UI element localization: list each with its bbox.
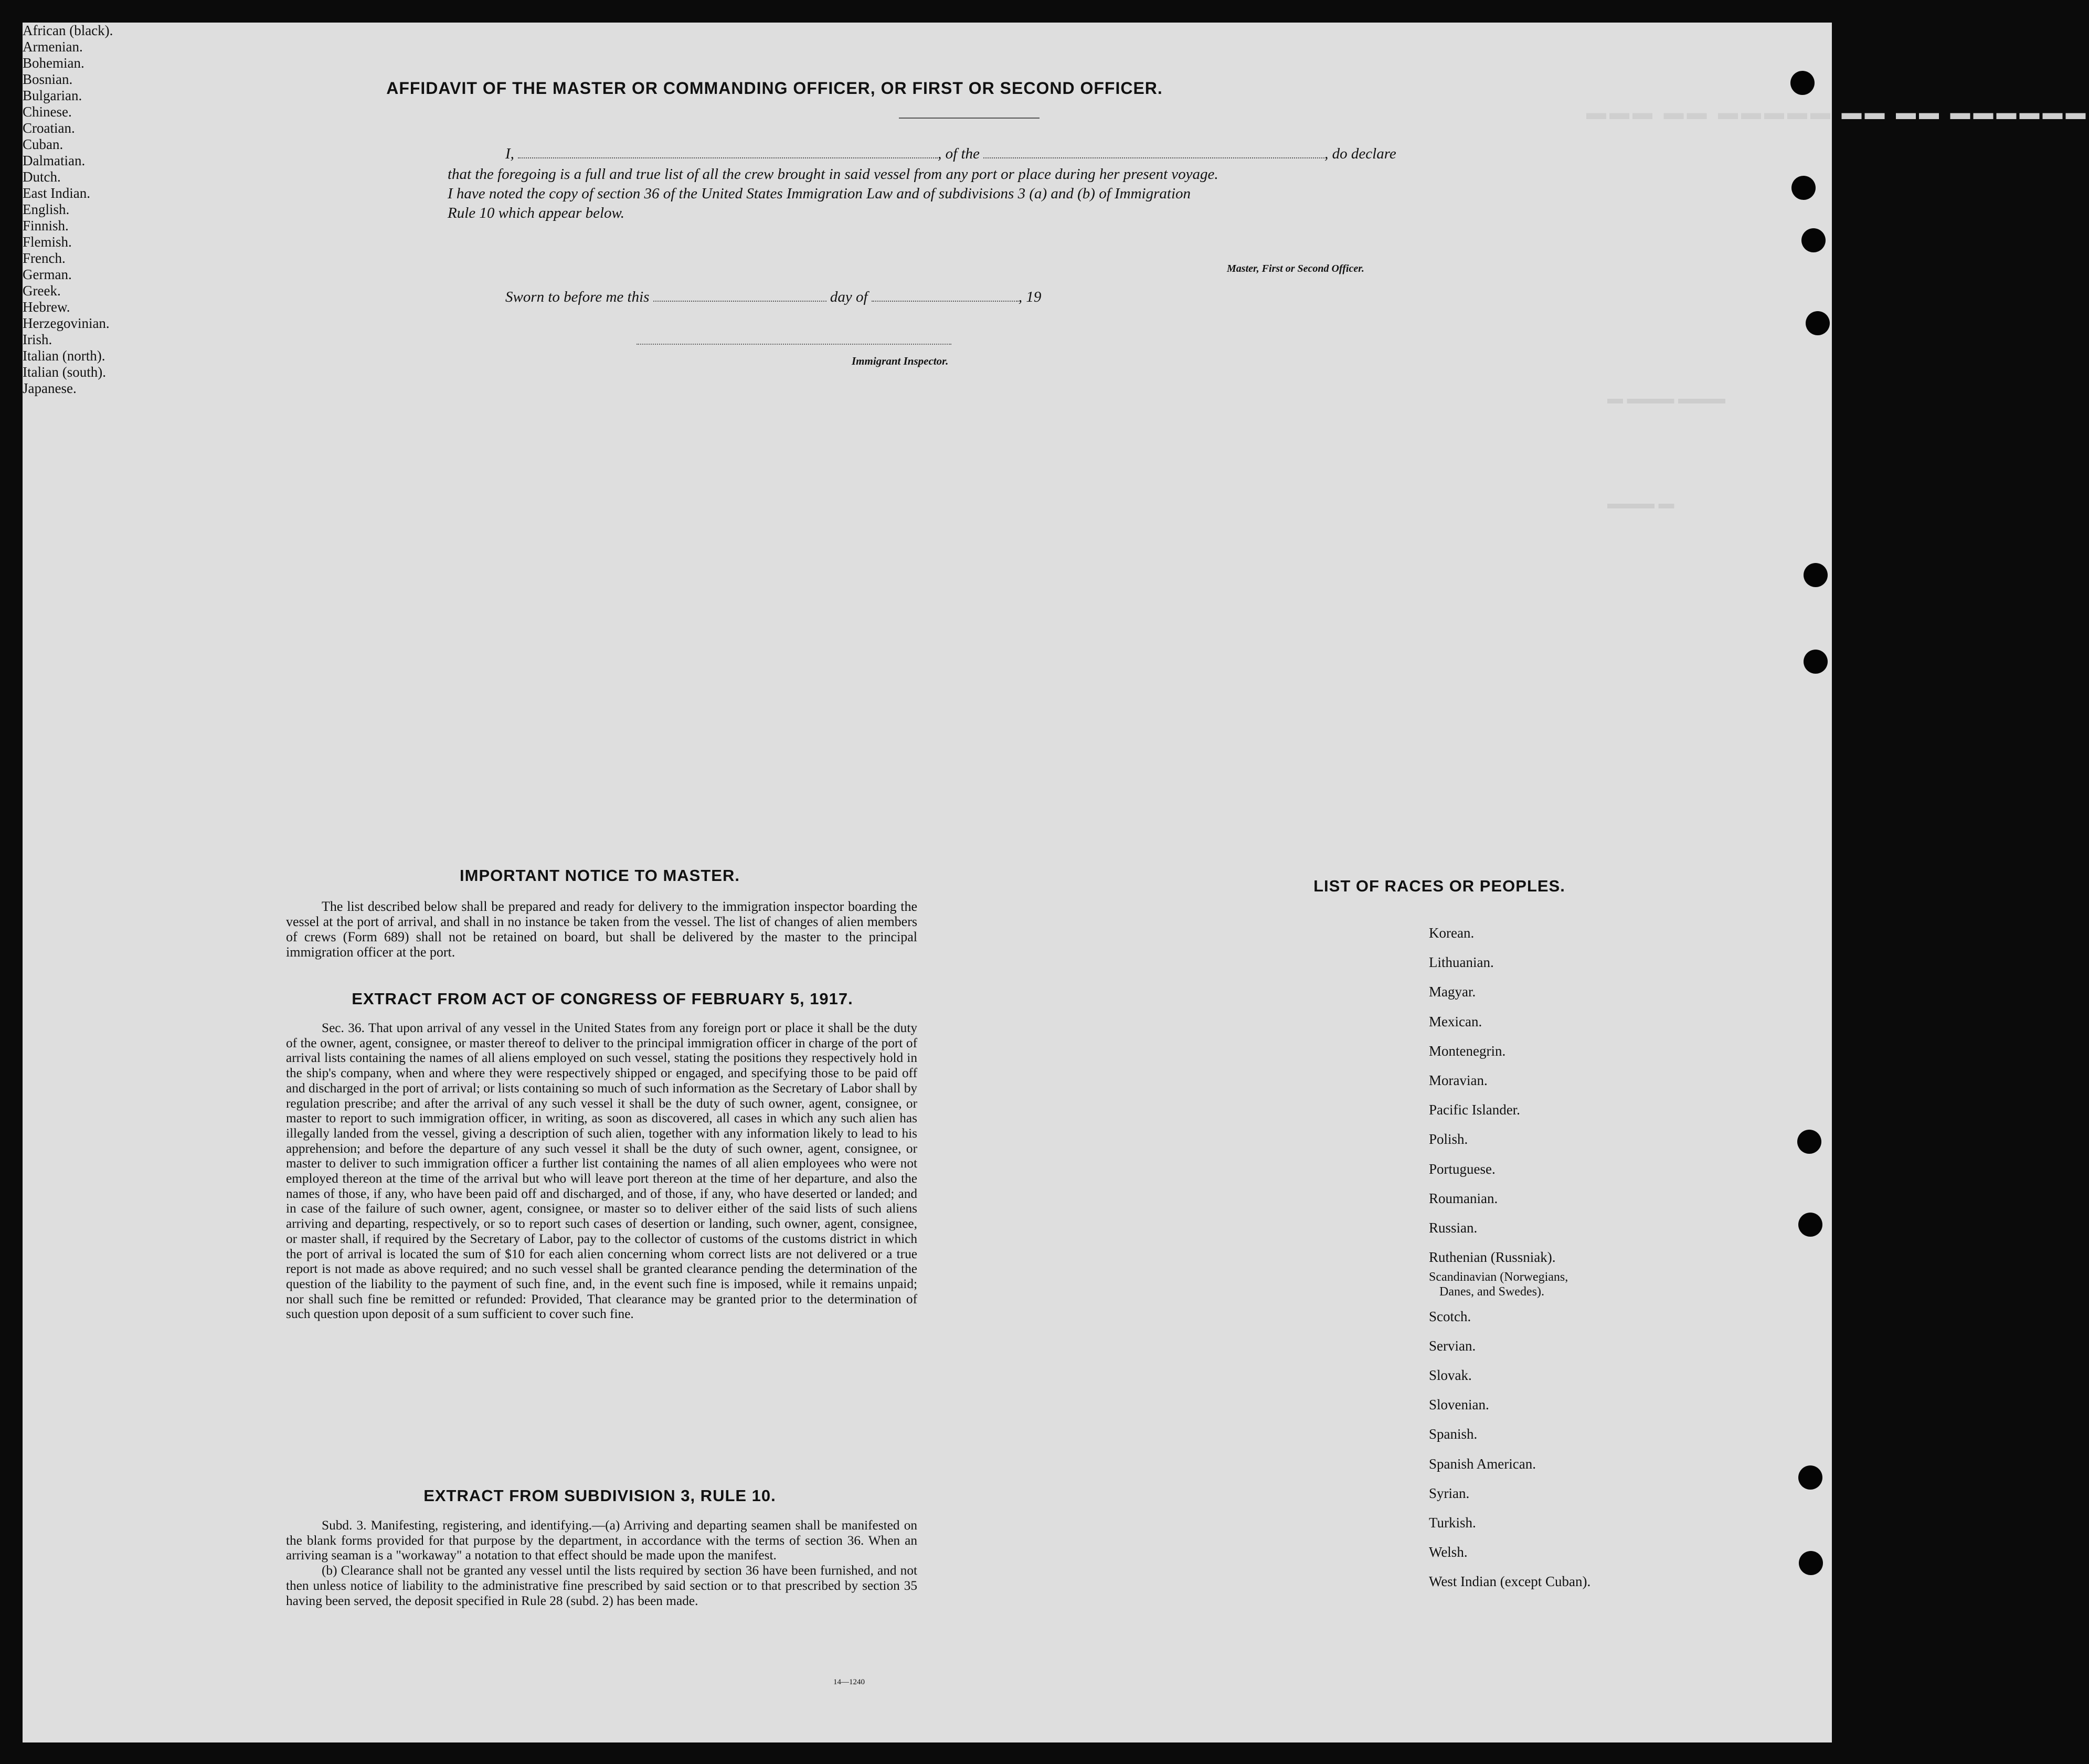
act-heading: EXTRACT FROM ACT OF CONGRESS OF FEBRUARY 5, 1917. xyxy=(352,990,853,1008)
punch-hole xyxy=(1801,228,1826,252)
race-item: Finnish. xyxy=(23,218,69,233)
punch-hole xyxy=(1806,311,1830,335)
notice-text xyxy=(286,899,917,960)
race-item: Welsh. xyxy=(1429,1544,1468,1560)
race-item: Chinese. xyxy=(23,104,72,120)
punch-hole xyxy=(1799,1551,1823,1575)
race-item: German. xyxy=(23,267,72,282)
race-item: Dutch. xyxy=(23,169,61,185)
affidavit-line-3: I have noted the copy of section 36 of the United States Immigration Law and of subdivisions 3 (a) and (b) of Immigration xyxy=(448,185,1191,202)
race-item: Turkish. xyxy=(1429,1515,1476,1531)
race-item: Spanish. xyxy=(1429,1426,1478,1442)
race-item: Flemish. xyxy=(23,234,72,250)
notice-paragraph: The list described below shall be prepared and ready for delivery to the immigration inspector boarding the vessel at the port of arrival, and shall in no instance be taken from the vessel. The list of changes of alien members of crews (Form 689) shall not be retained on board, but shall be delivered by the master to the principal immigration officer at the port. xyxy=(286,899,917,960)
inspector-caption: Immigrant Inspector. xyxy=(852,355,949,367)
affidavit-line-2: that the foregoing is a full and true list of all the crew brought in said vessel from any port or place during her present voyage. xyxy=(448,166,1218,183)
day-of-label: day of xyxy=(830,289,868,305)
race-item: Armenian. xyxy=(23,39,83,55)
act-paragraph: Sec. 36. That upon arrival of any vessel in the United States from any foreign port or place it shall be the duty of the owner, agent, consignee, or master thereof to deliver to the principal immigration officer in charge of the port of arrival lists containing the names of all aliens employed on such vessel, stating the positions they respectively hold in the ship's company, when and where they were respectively shipped or engaged, and specifying those to be paid off and discharged in the port of arrival; or lists containing so much of such information as the Secretary of Labor shall by regulation prescribe; and after the arrival of any such vessel it shall be the duty of such owner, agent, consignee, or master to report to such immigration officer, in writing, as soon as discovered, all cases in which any such alien has illegally landed from the vessel, giving a description of such alien, together with any information likely to lead to his apprehension; and before the departure of any such vessel it shall be the duty of such owner, agent, consignee, or master to deliver to such immigration officer a further list containing the names of all alien employees who were not employed thereon at the time of the arrival but who will leave port thereon at the time of her departure, and also the names of those, if any, who have been paid off and discharged, and of those, if any, who have deserted or landed; and in case of the failure of such owner, agent, consignee, or master so to deliver either of the said lists of such aliens arriving and departing, respectively, or so to report such cases of desertion or landing, such owner, agent, consignee, or master shall, if required by the Secretary of Labor, pay to the collector of customs of the customs district in which the port of arrival is located the sum of $10 for each alien concerning whom correct lists are not delivered or a true report is not made as above required; and no such vessel shall be granted clearance pending the determination of the question of the liability to the payment of such fine, and, in the event such fine is imposed, while it remains unpaid; nor shall such fine be remitted or refunded: Provided, That clearance may be granted prior to the determination of such question upon deposit of a sum sufficient to cover such fine. xyxy=(286,1021,917,1322)
bleed-through-column: ▬ ▬▬▬ ▬▬▬ xyxy=(1607,390,1725,407)
rule-heading: EXTRACT FROM SUBDIVISION 3, RULE 10. xyxy=(423,1486,776,1505)
race-item: Irish. xyxy=(23,332,52,347)
sworn-day-field[interactable] xyxy=(653,289,826,302)
race-item: Syrian. xyxy=(1429,1485,1470,1501)
race-item: Montenegrin. xyxy=(1429,1043,1506,1059)
rule-paragraph-b: (b) Clearance shall not be granted any vessel until the lists required by section 36 have been furnished, and not then unless notice of liability to the administrative fine prescribed by said section or to that prescribed by section 35 having been served, the deposit specified in Rule 28 (subd. 2) has been made. xyxy=(286,1563,917,1608)
punch-hole xyxy=(1790,71,1815,95)
i-label: I, xyxy=(505,145,514,162)
race-item: Ruthenian (Russniak). xyxy=(1429,1249,1556,1265)
year-label: , 19 xyxy=(1018,289,1042,305)
sworn-line xyxy=(505,288,1041,307)
notice-heading: IMPORTANT NOTICE TO MASTER. xyxy=(460,866,740,885)
master-signature-caption: Master, First or Second Officer. xyxy=(1227,263,1364,274)
sworn-month-field[interactable] xyxy=(872,289,1019,302)
races-heading: LIST OF RACES OR PEOPLES. xyxy=(1313,877,1565,895)
race-item: Bohemian. xyxy=(23,55,84,71)
race-item: Scotch. xyxy=(1429,1309,1471,1324)
race-item: Herzegovinian. xyxy=(23,315,110,331)
race-item: Danes, and Swedes). xyxy=(1439,1285,1544,1299)
race-item: Pacific Islander. xyxy=(1429,1102,1520,1118)
race-item: Bosnian. xyxy=(23,71,73,87)
race-item: Slovak. xyxy=(1429,1367,1472,1383)
race-item: Greek. xyxy=(23,283,61,299)
race-item: Hebrew. xyxy=(23,299,70,315)
bleed-through-column-2: ▬▬▬ ▬ xyxy=(1607,495,1674,512)
race-item: Magyar. xyxy=(1429,984,1476,1000)
rule-paragraph-a: Subd. 3. Manifesting, registering, and identifying.—(a) Arriving and departing seamen shall be manifested on the blank forms provided for that purpose by the department, in accordance with the terms of section 36. When an arriving seaman is a "workaway" a notation to that effect should be made upon the manifest. xyxy=(286,1518,917,1563)
do-declare-label: , do declare xyxy=(1324,145,1396,162)
race-item: Bulgarian. xyxy=(23,88,82,103)
race-item: Spanish American. xyxy=(1429,1456,1536,1472)
race-item: Portuguese. xyxy=(1429,1161,1496,1177)
race-item: French. xyxy=(23,250,66,266)
race-item: Roumanian. xyxy=(1429,1191,1498,1206)
race-item: Servian. xyxy=(1429,1338,1476,1354)
race-item: Croatian. xyxy=(23,120,75,136)
race-item: Mexican. xyxy=(1429,1014,1482,1029)
race-item: Polish. xyxy=(1429,1131,1468,1147)
punch-hole xyxy=(1798,1465,1822,1490)
race-item: Lithuanian. xyxy=(1429,954,1494,970)
punch-hole xyxy=(1798,1213,1822,1237)
race-item: Scandinavian (Norwegians, xyxy=(1429,1270,1568,1284)
punch-hole xyxy=(1791,176,1816,200)
punch-hole xyxy=(1804,563,1828,587)
rule-text xyxy=(286,1518,917,1608)
race-item: English. xyxy=(23,201,70,217)
sworn-label: Sworn to before me this xyxy=(505,289,650,305)
vessel-field[interactable] xyxy=(983,146,1324,158)
race-item: Slovenian. xyxy=(1429,1397,1489,1412)
of-the-label: , of the xyxy=(938,145,980,162)
race-item: Italian (south). xyxy=(23,364,106,380)
affidavit-line-1 xyxy=(505,144,1502,164)
race-item: Italian (north). xyxy=(23,348,105,364)
race-item: Russian. xyxy=(1429,1220,1478,1236)
act-text xyxy=(286,1021,917,1322)
race-item: West Indian (except Cuban). xyxy=(1429,1574,1591,1589)
race-item: Japanese. xyxy=(23,380,77,396)
race-item: East Indian. xyxy=(23,185,90,201)
race-item: Korean. xyxy=(1429,925,1475,941)
affidavit-title: AFFIDAVIT OF THE MASTER OR COMMANDING OFFICER, OR FIRST OR SECOND OFFICER. xyxy=(386,79,1163,98)
punch-hole xyxy=(1804,650,1828,674)
name-field[interactable] xyxy=(518,146,938,158)
document-page xyxy=(23,23,2089,1742)
title-rule xyxy=(899,118,1040,119)
bleed-through-heading: ▬▬▬ ▬▬ ▬▬▬▬▬ ▬▬ ▬▬ ▬▬▬▬▬▬ xyxy=(1586,102,2089,124)
race-item: Cuban. xyxy=(23,136,63,152)
race-item: Moravian. xyxy=(1429,1072,1488,1088)
affidavit-line-4: Rule 10 which appear below. xyxy=(448,205,624,221)
inspector-signature-line[interactable] xyxy=(637,344,951,346)
punch-hole xyxy=(1797,1130,1821,1154)
form-number: 14—1240 xyxy=(833,1678,865,1686)
race-item: African (black). xyxy=(23,23,113,38)
race-item: Dalmatian. xyxy=(23,153,86,168)
